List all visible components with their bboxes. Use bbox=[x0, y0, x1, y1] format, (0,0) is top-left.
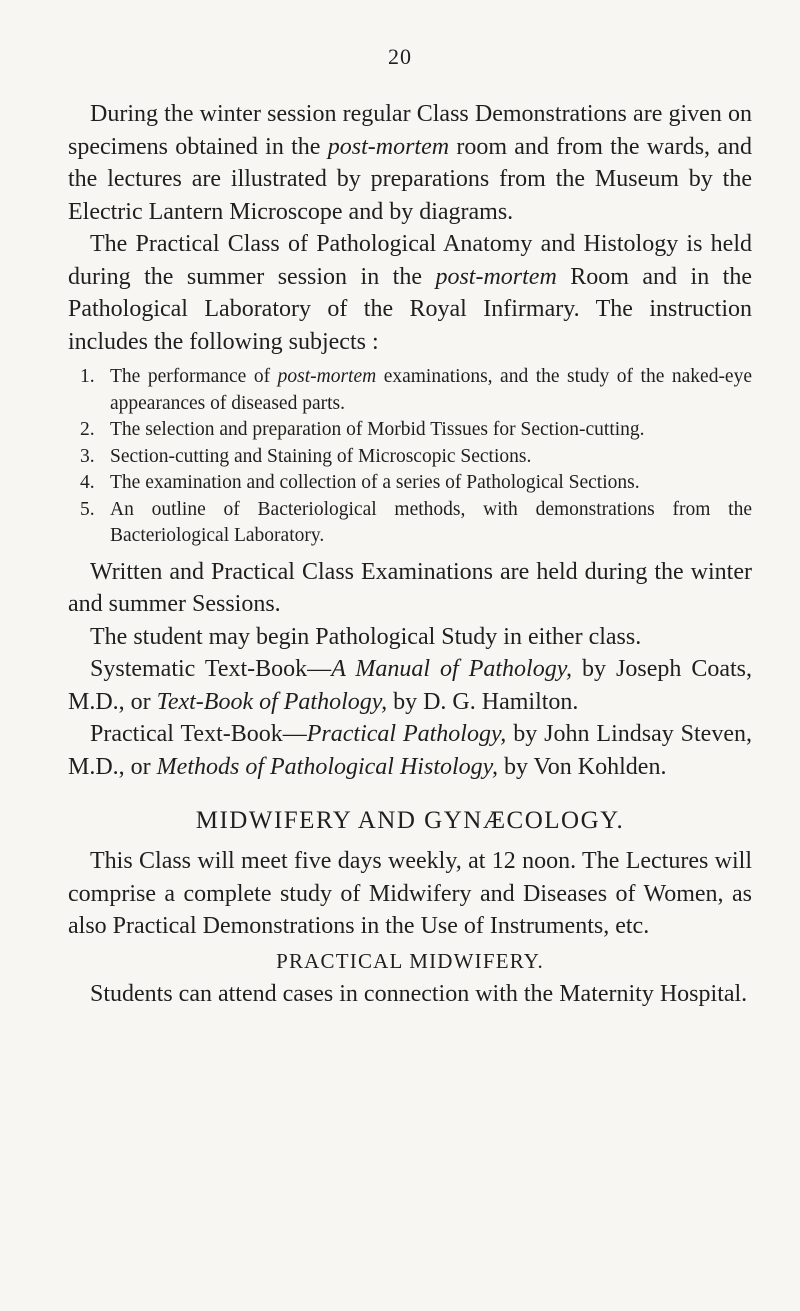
page-text bbox=[68, 98, 752, 1010]
italic-term: post-mortem bbox=[277, 366, 377, 387]
item-number: 2. bbox=[80, 419, 95, 440]
systematic-textbook-paragraph bbox=[68, 653, 752, 718]
book-title: Methods of Pathological Histology, bbox=[156, 753, 498, 780]
text-run: Room and in the Pathological Laboratory of the Royal Infirmary. The instruction includes the following subjects : bbox=[68, 263, 752, 355]
text-run: Systematic Text-Book— bbox=[90, 656, 332, 682]
item-number: 5. bbox=[80, 498, 95, 520]
item-number: 3. bbox=[80, 445, 95, 467]
text-run: The Practical Class of Pathological Anatomy and Histology is held during the summer session in the bbox=[68, 231, 752, 290]
item-number: 4. bbox=[80, 472, 95, 493]
list-item bbox=[68, 497, 752, 550]
page-number: 20 bbox=[388, 44, 412, 69]
list-item bbox=[68, 444, 752, 471]
examinations-paragraph: Written and Practical Class Examinations are held during the winter and summer Sessions. bbox=[68, 558, 752, 617]
text-run: by D. G. Hamilton. bbox=[387, 688, 579, 715]
text-run: The performance of bbox=[110, 366, 278, 387]
italic-term: post-mortem bbox=[435, 263, 557, 290]
text-run: An outline of Bacteriological methods, with demonstrations from the Bacteriological Laboratory. bbox=[110, 498, 752, 546]
book-title: A Manual of Pathology, bbox=[331, 656, 573, 682]
text-run: Practical Text-Book— bbox=[90, 721, 307, 747]
maternity-paragraph: Students can attend cases in connection with the Maternity Hospital. bbox=[90, 980, 748, 1007]
text-run: The selection and preparation of Morbid Tissues for Section-cutting. bbox=[110, 419, 645, 440]
list-item bbox=[68, 417, 752, 444]
item-number: 1. bbox=[80, 366, 95, 387]
text-run: by Von Kohlden. bbox=[497, 753, 667, 780]
list-item bbox=[68, 364, 752, 417]
book-title: Practical Pathology, bbox=[306, 721, 507, 747]
list-item bbox=[68, 470, 752, 497]
study-start-paragraph: The student may begin Pathological Study in either class. bbox=[90, 623, 642, 650]
text-run: Section-cutting and Staining of Microscopic Sections. bbox=[110, 445, 532, 467]
practical-class-paragraph bbox=[68, 228, 752, 358]
book-title: Text-Book of Pathology, bbox=[156, 688, 388, 715]
practical-midwifery-heading: PRACTICAL MIDWIFERY. bbox=[276, 948, 544, 973]
text-run: examinations, and the study of the naked-eye appearances of diseased parts. bbox=[110, 366, 752, 414]
pathology-demonstrations-paragraph bbox=[68, 98, 752, 228]
midwifery-heading: MIDWIFERY AND GYNÆCOLOGY. bbox=[195, 807, 625, 834]
text-run: During the winter session regular Class Demonstrations are given on specimens obtained in the bbox=[68, 101, 752, 160]
italic-term: post-mortem bbox=[327, 133, 450, 160]
text-run: by John Lindsay Steven, M.D., or bbox=[68, 721, 752, 780]
text-run: The examination and collection of a series of Pathological Sections. bbox=[110, 472, 640, 493]
practical-textbook-paragraph bbox=[68, 718, 752, 783]
text-run: by Joseph Coats, M.D., or bbox=[68, 656, 753, 715]
text-run: room and from the wards, and the lectures are illustrated by preparations from the Museum by the Electric Lantern Microscope and by diagrams. bbox=[68, 133, 752, 225]
subjects-list bbox=[68, 364, 752, 550]
midwifery-class-paragraph: This Class will meet five days weekly, at 12 noon. The Lectures will comprise a complete study of Midwifery and Diseases of Women, as also Practical Demonstrations in the Use of Instruments, etc. bbox=[68, 848, 752, 939]
